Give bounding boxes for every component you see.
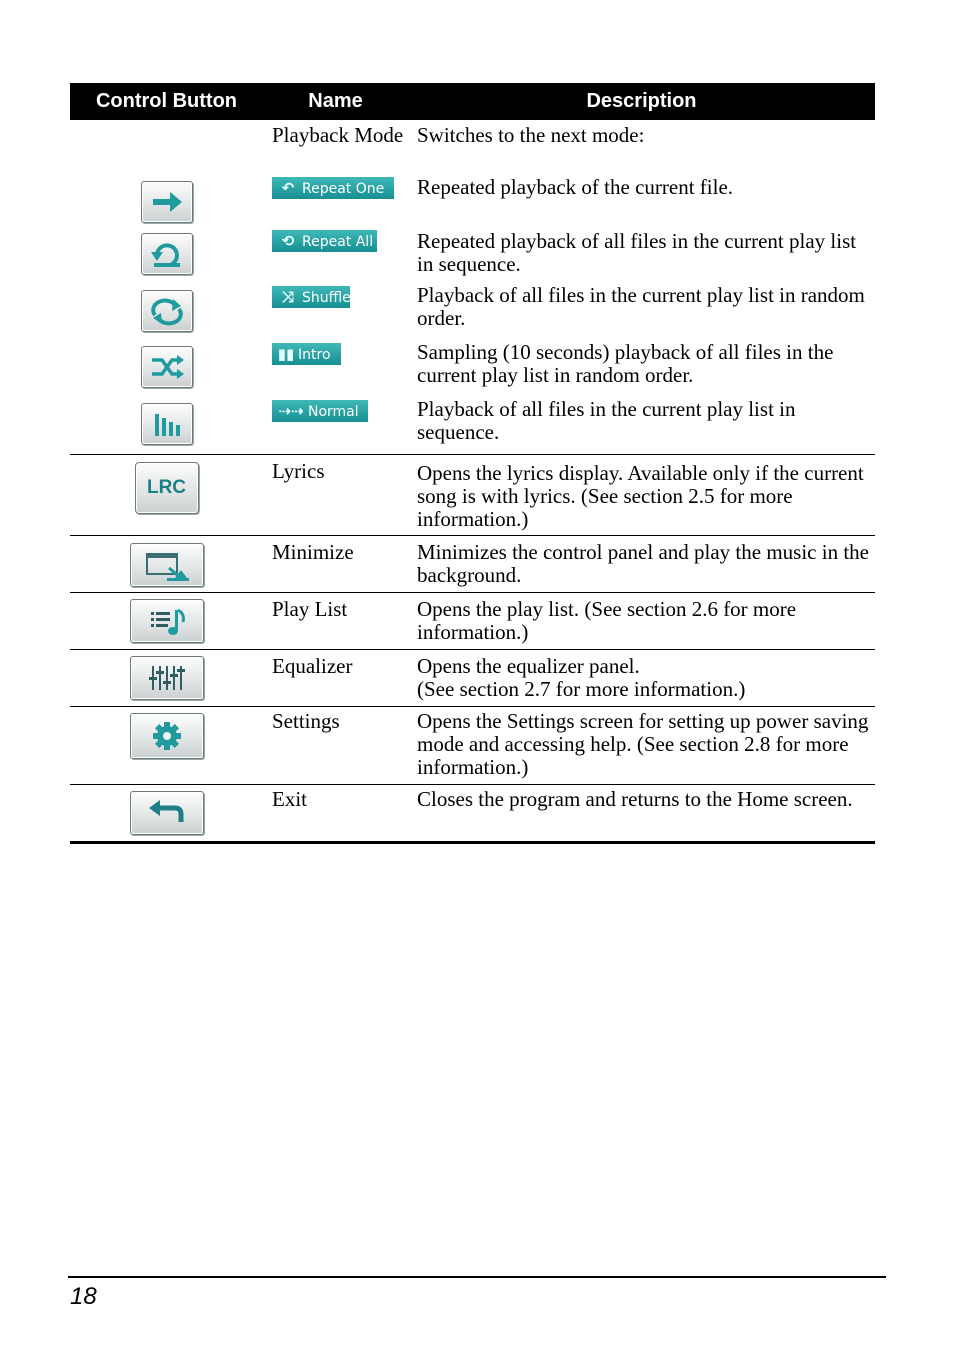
normal-icon: ⇢⇢ bbox=[278, 402, 304, 420]
row-name-play-list: Play List bbox=[263, 592, 408, 649]
control-button-table bbox=[70, 83, 875, 844]
row-description-playback-mode: Switches to the next mode: bbox=[417, 123, 645, 147]
settings-button[interactable] bbox=[130, 713, 204, 759]
play-list-button[interactable] bbox=[130, 599, 204, 643]
repeat-all-icon: ⟲ bbox=[281, 232, 295, 250]
intro-badge: ▮▮ Intro bbox=[272, 343, 341, 365]
row-description-settings: Opens the Settings screen for setting up power saving mode and accessing help. (See section 2.8 for more information.) bbox=[408, 706, 875, 784]
back-arrow-icon bbox=[131, 792, 203, 834]
header-description: Description bbox=[408, 83, 875, 120]
row-description-intro: Sampling (10 seconds) playback of all files in the current play list in random order. bbox=[417, 340, 834, 387]
table-header-row bbox=[70, 83, 875, 120]
playback-mode-button-normal bbox=[141, 403, 193, 445]
row-description-shuffle: Playback of all files in the current play list in random order. bbox=[417, 283, 865, 330]
repeat-one-icon: ↶ bbox=[281, 179, 295, 197]
playlist-icon bbox=[131, 600, 203, 642]
row-description-repeat-all: Repeated playback of all files in the current play list in sequence. bbox=[417, 229, 857, 276]
row-description-equalizer: Opens the equalizer panel. (See section 2.7 for more information.) bbox=[408, 649, 875, 706]
playback-mode-button-repeat-one bbox=[141, 181, 193, 223]
row-description-minimize: Minimizes the control panel and play the music in the background. bbox=[408, 535, 875, 592]
repeat-one-icon bbox=[142, 234, 192, 274]
shuffle-badge: ⤨ Shuffle bbox=[272, 286, 350, 308]
arrow-right-icon bbox=[142, 182, 192, 222]
row-description-lyrics: Opens the lyrics display. Available only if the current song is with lyrics. (See section 2.5 for more information.) bbox=[408, 454, 875, 535]
row-description-repeat-one: Repeated playback of the current file. bbox=[417, 175, 734, 199]
table-row bbox=[70, 174, 875, 228]
row-name-exit: Exit bbox=[263, 784, 408, 842]
equalizer-icon bbox=[131, 657, 203, 699]
playback-mode-button-shuffle bbox=[141, 290, 193, 332]
table-row bbox=[70, 535, 875, 592]
minimize-icon bbox=[131, 544, 203, 586]
header-control-button: Control Button bbox=[70, 83, 263, 120]
gear-icon bbox=[131, 714, 203, 758]
intro-icon: ▮▮ bbox=[277, 345, 295, 363]
lrc-icon: LRC bbox=[146, 476, 187, 498]
repeat-all-icon bbox=[142, 291, 192, 331]
row-name-minimize: Minimize bbox=[263, 535, 408, 592]
playback-mode-button-repeat-all bbox=[141, 233, 193, 275]
table-row bbox=[70, 120, 875, 174]
table-row bbox=[70, 649, 875, 706]
page-number: 18 bbox=[70, 1283, 97, 1310]
footer-rule bbox=[68, 1276, 886, 1278]
table-row bbox=[70, 341, 875, 398]
table-row bbox=[70, 706, 875, 784]
header-name: Name bbox=[263, 83, 408, 120]
intro-icon bbox=[142, 404, 192, 444]
equalizer-button[interactable] bbox=[130, 656, 204, 700]
shuffle-icon: ⤨ bbox=[281, 288, 294, 306]
table-row bbox=[70, 228, 875, 284]
minimize-button[interactable] bbox=[130, 543, 204, 587]
row-name-playback-mode: Playback Mode bbox=[272, 123, 404, 147]
table-row bbox=[70, 454, 875, 535]
playback-mode-button-intro bbox=[141, 346, 193, 388]
repeat-one-badge: ↶ Repeat One bbox=[272, 177, 394, 199]
lyrics-button[interactable] bbox=[135, 462, 199, 514]
row-name-settings: Settings bbox=[263, 706, 408, 784]
table-row bbox=[70, 592, 875, 649]
repeat-all-badge: ⟲ Repeat All bbox=[272, 230, 377, 252]
shuffle-icon bbox=[142, 347, 192, 387]
row-description-exit: Closes the program and returns to the Home screen. bbox=[408, 784, 875, 842]
table-row bbox=[70, 784, 875, 842]
table-row bbox=[70, 398, 875, 454]
table-row bbox=[70, 284, 875, 341]
row-name-lyrics: Lyrics bbox=[263, 454, 408, 535]
normal-badge: ⇢⇢ Normal bbox=[272, 400, 368, 422]
row-name-equalizer: Equalizer bbox=[263, 649, 408, 706]
row-description-normal: Playback of all files in the current play list in sequence. bbox=[417, 397, 796, 444]
row-description-play-list: Opens the play list. (See section 2.6 for more information.) bbox=[408, 592, 875, 649]
exit-button[interactable] bbox=[130, 791, 204, 835]
